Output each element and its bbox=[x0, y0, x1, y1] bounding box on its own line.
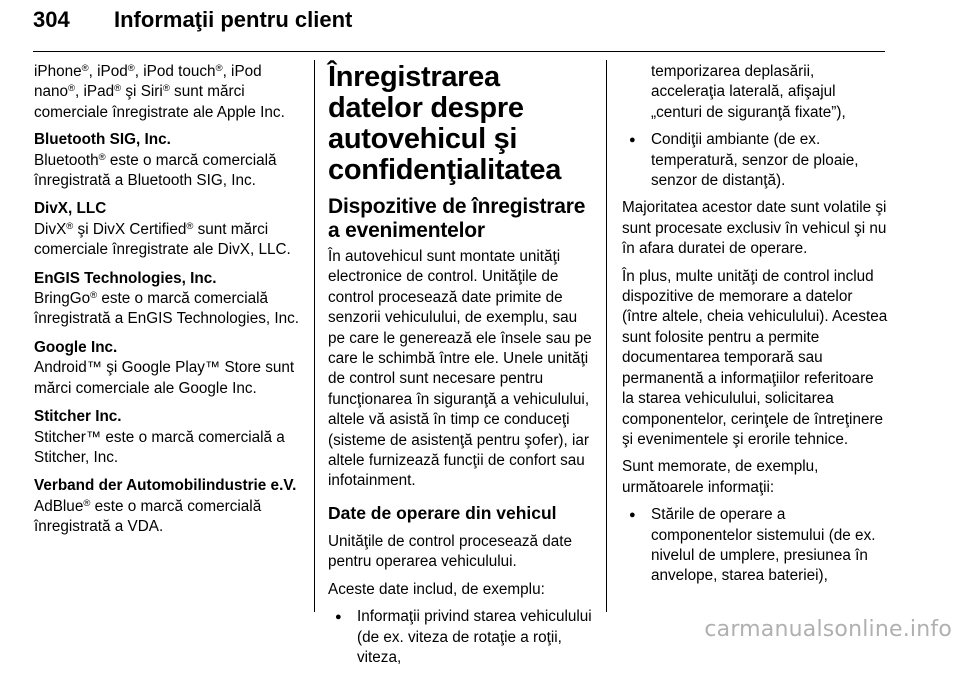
paragraph: Sunt memorate, de exemplu, următoarele informaţii: bbox=[622, 458, 819, 496]
trademark-entry: Verband der Automobilindustrie e.V. AdBlue® este o marcă comercială înregistrată a VDA. bbox=[34, 476, 306, 537]
watermark: carmanualsonline.info bbox=[704, 617, 952, 642]
trademark-entry: Stitcher Inc. Stitcher™ este o marcă comercială a Stitcher, Inc. bbox=[34, 407, 306, 468]
bullet-continuation: temporizarea deplasării, acceleraţia laterală, afişajul „centuri de siguranţă fixate”), bbox=[651, 63, 846, 121]
trademark-entry: Google Inc. Android™ şi Google Play™ Store sunt mărci comerciale ale Google Inc. bbox=[34, 338, 306, 399]
page-header bbox=[33, 7, 885, 52]
header-title: Informaţii pentru client bbox=[114, 7, 353, 32]
page-number: 304 bbox=[33, 7, 70, 32]
bullet-item: ● Condiţii ambiante (de ex. temperatură, senzor de ploaie, senzor de distanţă). bbox=[622, 130, 888, 191]
subsection-heading: Dispozitive de înregistrare a evenimentelor bbox=[328, 195, 586, 242]
trademark-entry: Bluetooth SIG, Inc. Bluetooth® este o marcă comercială înregistrată a Bluetooth SIG, Inc. bbox=[34, 130, 306, 191]
company-name: DivX, LLC bbox=[34, 200, 107, 218]
company-name: Bluetooth SIG, Inc. bbox=[34, 131, 171, 149]
bullet-item: ● Stările de operare a componentelor sistemului (de ex. nivelul de umplere, presiunea în anvelope, starea bateriei), bbox=[622, 505, 888, 587]
company-name: Verband der Automobilindustrie e.V. bbox=[34, 477, 297, 495]
company-name: EnGIS Technologies, Inc. bbox=[34, 269, 217, 287]
company-name: Stitcher Inc. bbox=[34, 408, 122, 426]
minor-heading: Date de operare din vehicul bbox=[328, 502, 557, 523]
company-name: Google Inc. bbox=[34, 338, 118, 356]
column-data-recording bbox=[328, 62, 596, 675]
paragraph: Unităţile de control procesează date pentru operarea vehiculului. bbox=[328, 532, 573, 571]
apple-trademark: iPhone®, iPod®, iPod touch®, iPod nano®, iPad® şi Siri® sunt mărci comerciale înregistrate ale Apple Inc. bbox=[34, 63, 285, 121]
paragraph: În plus, multe unităţi de control includ dispozitive de memorare a datelor (între altele, cheia vehiculului). Acestea sunt folosite pentru a permite documentarea temporară sau permanentă a informaţiilor referitoare la starea vehiculului, solicitarea componentelor, cerinţele de întreţinere şi evenimentele şi erorile tehnice. bbox=[622, 267, 888, 448]
trademark-entry: EnGIS Technologies, Inc. BringGo® este o marcă comercială înregistrată a EnGIS Technologies, Inc. bbox=[34, 269, 306, 330]
column-divider bbox=[314, 60, 315, 612]
section-heading: Înregistrarea datelor despre autovehicul şi confidenţialitatea bbox=[328, 61, 562, 186]
trademark-entry: DivX, LLC DivX® şi DivX Certified® sunt mărci comerciale înregistrate ale DivX, LLC. bbox=[34, 199, 306, 260]
paragraph: Majoritatea acestor date sunt volatile şi sunt procesate exclusiv în vehicul şi nu în afara duratei de operare. bbox=[622, 199, 887, 258]
bullet-item: ● Informaţii privind starea vehiculului (de ex. viteza de rotaţie a roţii, viteza, bbox=[328, 607, 596, 668]
column-divider bbox=[606, 60, 607, 612]
column-trademarks bbox=[34, 62, 306, 546]
paragraph: Aceste date includ, de exemplu: bbox=[328, 580, 545, 598]
paragraph: În autovehicul sunt montate unităţi electronice de control. Unităţile de control procesează date primite de senzorii vehiculului, de exemplu, sau pe care le generează ele însele sau pe care le schimbă între ele. Unele unităţi de control sunt necesare pentru funcţionarea în siguranţă a vehiculului, altele vă asistă în timp ce conduceţi (sisteme de asistenţă pentru şofer), iar altele furnizează funcţii de confort sau infotainment. bbox=[328, 248, 592, 490]
column-data-continued bbox=[622, 62, 888, 594]
